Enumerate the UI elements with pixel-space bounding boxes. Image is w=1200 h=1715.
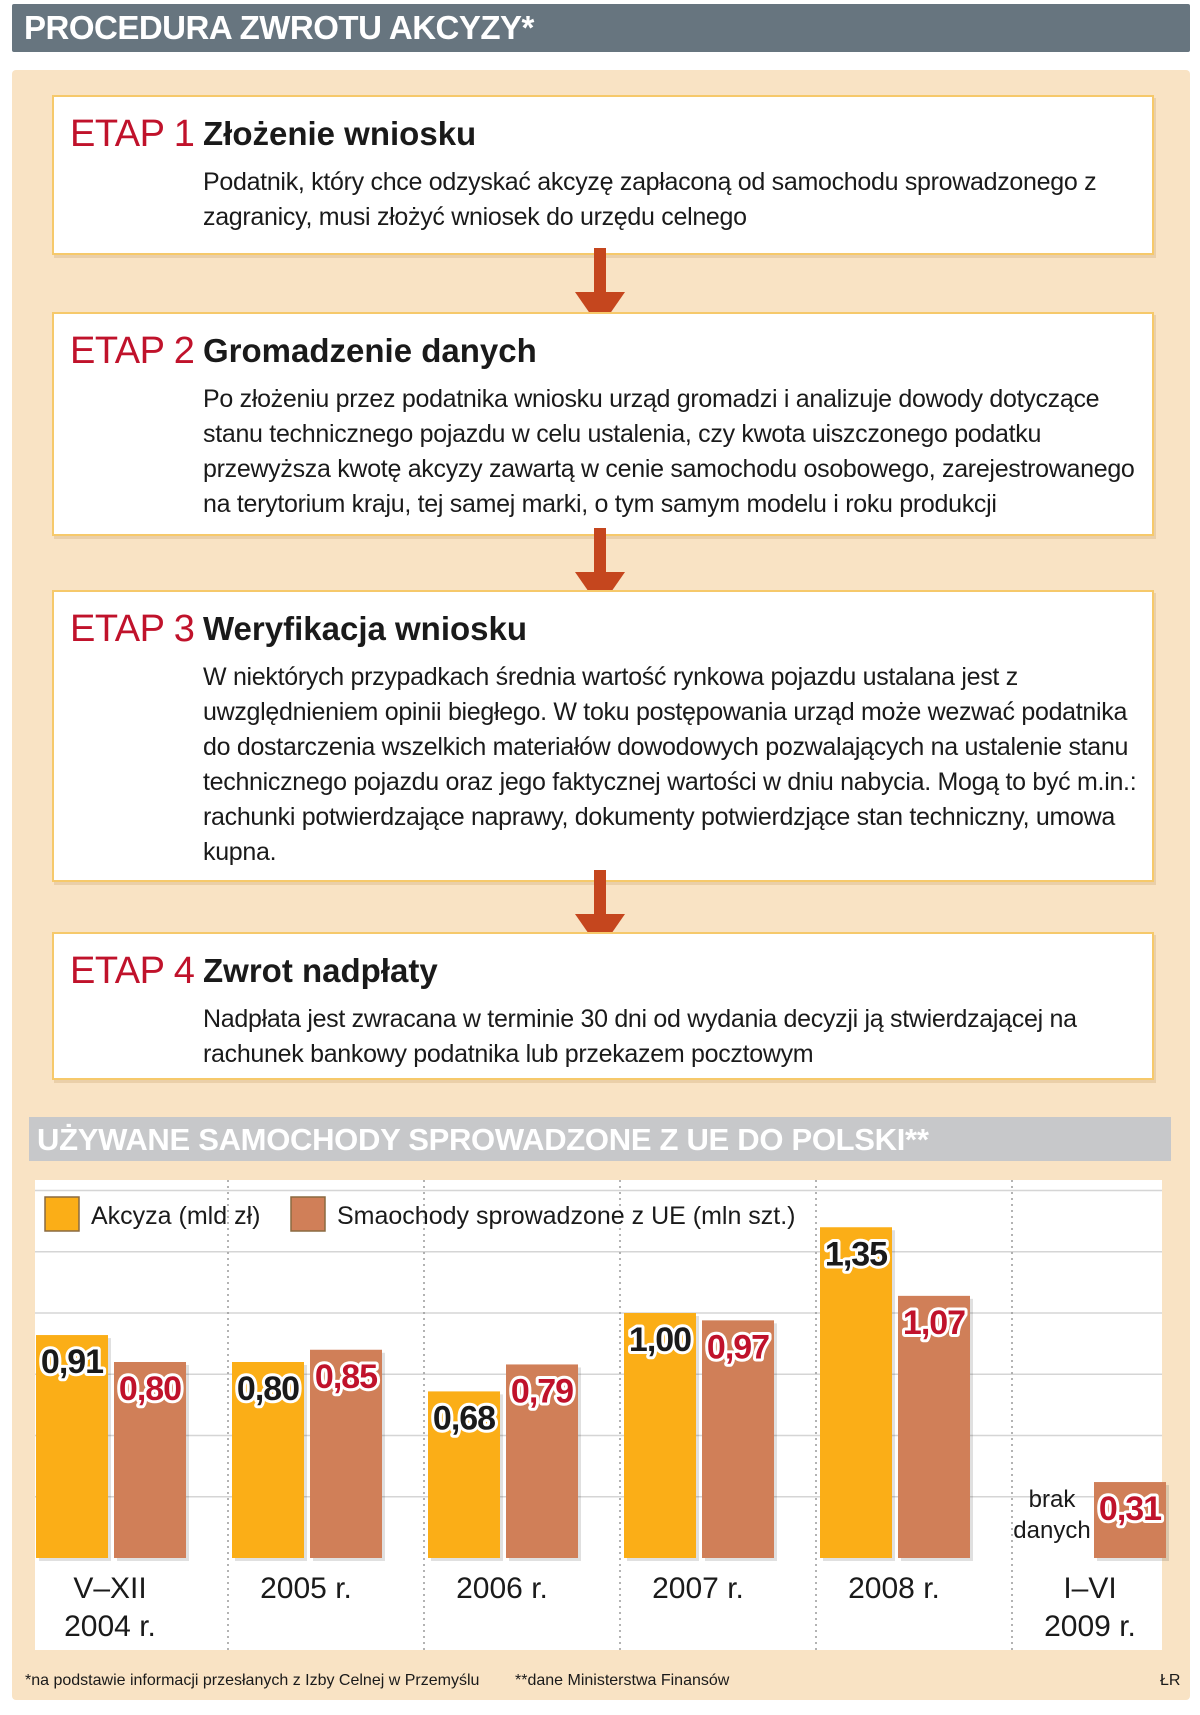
stage-4-label: ETAP 4	[70, 950, 195, 992]
category-label: 2008 r.	[848, 1572, 940, 1605]
bar-value-label: 1,07	[902, 1303, 966, 1342]
stage-3-text: W niektórych przypadkach średnia wartość rynkowa pojazdu ustalana jest z uwzględnieniem opinii biegłego. W toku postępowania urząd może wezwać podatnika do dostarczenia wszelkich materiałów dowodowych pozwalających na ustalenie stanu technicznego pojazdu oraz jego faktycznej wartości w dniu nabycia. Mogą to być m.in.: rachunki potwierdzające naprawy, dokumenty potwierdzjące stan techniczny, umowa kupna.	[203, 663, 1137, 866]
legend-swatch	[45, 1197, 79, 1231]
bar-value-label: 0,79	[510, 1372, 574, 1411]
bar-value-label: 0,68	[432, 1399, 496, 1438]
category-label: V–XII	[73, 1572, 147, 1605]
page-title: PROCEDURA ZWROTU AKCYZY*	[24, 9, 534, 46]
footnote-source-1: *na podstawie informacji przesłanych z Izby Celnej w Przemyślu	[25, 1672, 480, 1689]
bar-value-label: 0,85	[314, 1357, 378, 1396]
bar-value-label: 0,97	[706, 1328, 770, 1367]
stage-3-label: ETAP 3	[70, 608, 195, 650]
stage-2-title: Gromadzenie danych	[203, 332, 537, 369]
legend-label: Akcyza (mld zł)	[91, 1202, 261, 1230]
stage-1-title: Złożenie wniosku	[203, 115, 477, 152]
legend-label: Smaochody sprowadzone z UE (mln szt.)	[337, 1202, 796, 1230]
bar-value-label: 0,80	[236, 1370, 300, 1408]
author-credit: ŁR	[1160, 1672, 1181, 1689]
stage-1-label: ETAP 1	[70, 113, 195, 155]
bar-value-label: 0,31	[1098, 1490, 1162, 1529]
footnote-source-2: **dane Ministerstwa Finansów	[515, 1672, 730, 1689]
category-label: 2009 r.	[1044, 1610, 1136, 1643]
category-label: 2006 r.	[456, 1572, 548, 1605]
stage-4-text: Nadpłata jest zwracana w terminie 30 dni od wydania decyzji ją stwierdzającej na rachunek bankowy podatnika lub przekazem pocztowym	[203, 1005, 1077, 1068]
bar	[820, 1227, 892, 1558]
bar-value-label: 0,91	[40, 1343, 104, 1382]
stage-2-text: Po złożeniu przez podatnika wniosku urząd gromadzi i analizuje dowody dotyczące stanu technicznego pojazdu w celu ustalenia, czy kwota uiszczonego podatku przewyższa kwotę akcyzy zawartą w cenie samochodu osobowego, zarejestrowanego na terytorium kraju, tej samej marki, o tym samym modelu i roku produkcji	[203, 385, 1135, 518]
category-label: 2004 r.	[64, 1610, 156, 1643]
legend-swatch	[291, 1197, 325, 1231]
category-label: 2007 r.	[652, 1572, 744, 1605]
stage-2-label: ETAP 2	[70, 330, 195, 372]
bar-value-label: 1,00	[628, 1321, 692, 1359]
stage-1-text: Podatnik, który chce odzyskać akcyzę zapłaconą od samochodu sprowadzonego z zagranicy, musi złożyć wniosek do urzędu celnego	[203, 168, 1097, 231]
stage-3-title: Weryfikacja wniosku	[203, 610, 528, 647]
no-data-label: brak	[1028, 1486, 1076, 1513]
no-data-label: danych	[1013, 1517, 1091, 1544]
category-label: 2005 r.	[260, 1572, 352, 1605]
bar-value-label: 0,80	[118, 1370, 182, 1408]
bar-value-label: 1,35	[824, 1235, 888, 1274]
chart-title: UŻYWANE SAMOCHODY SPROWADZONE Z UE DO POLSKI**	[37, 1122, 929, 1157]
category-label: I–VI	[1063, 1572, 1117, 1605]
stage-4-title: Zwrot nadpłaty	[203, 952, 438, 989]
